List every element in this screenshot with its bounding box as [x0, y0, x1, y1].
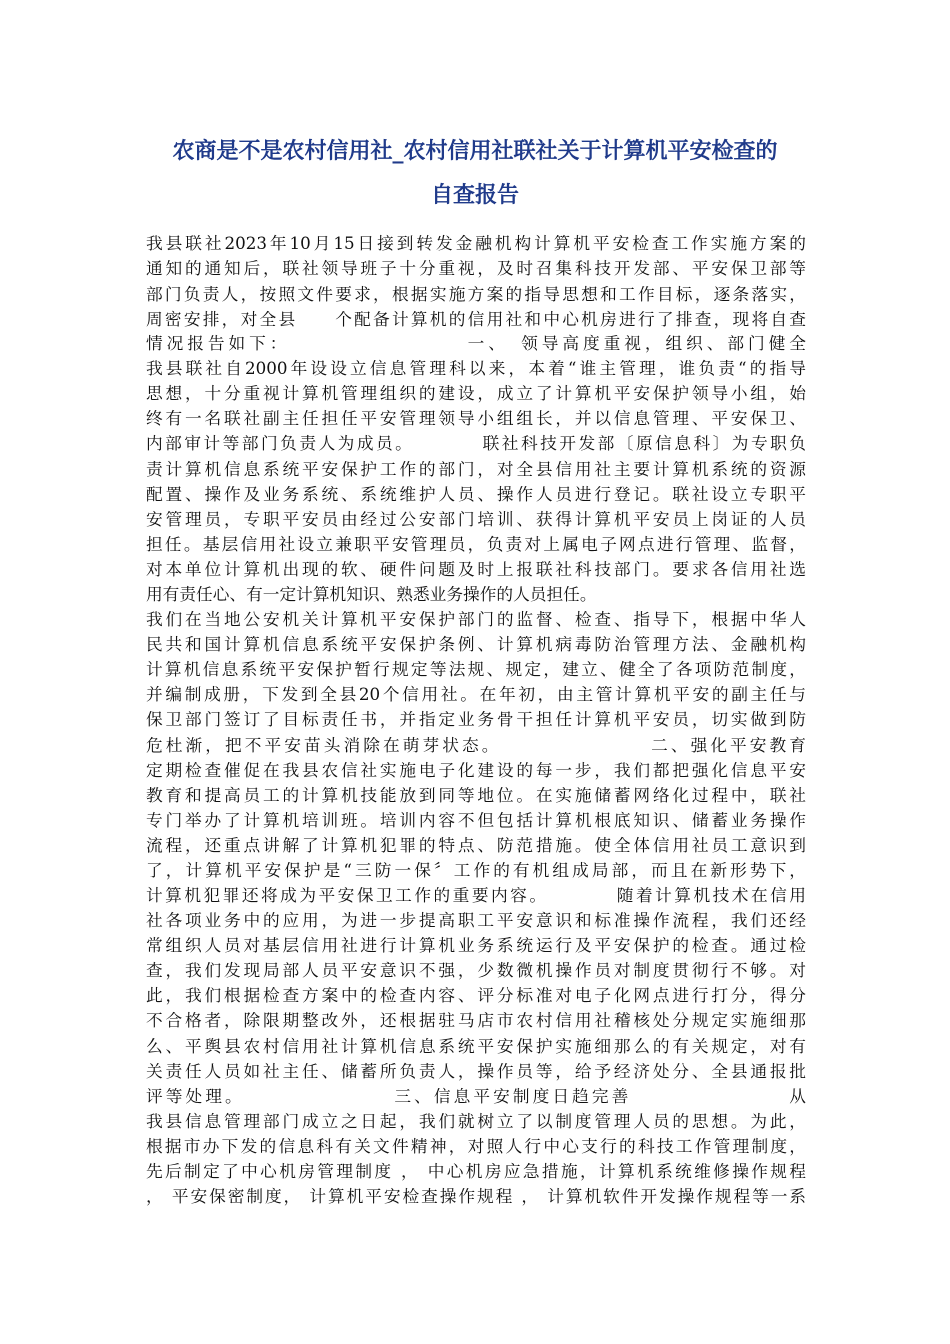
body-line: 查，我们发现局部人员平安意识不强，少数微机操作员对制度贯彻行不够。对 — [146, 960, 806, 980]
body-line: 保卫部门签订了目标责任书，并指定业务骨干担任计算机平安员，切实做到防 — [146, 709, 806, 729]
body-line: 内部审计等部门负责人为成员。 联社科技开发部〔原信息科〕为专职负 — [146, 433, 806, 453]
body-line: 我们在当地公安机关计算机平安保护部门的监督、检查、指导下，根据中华人 — [146, 609, 806, 629]
body-line: 了，计算机平安保护是“三防一保〞工作的有机组成局部，而且在新形势下， — [146, 860, 806, 880]
body-line: 常组织人员对基层信用社进行计算机业务系统运行及平安保护的检查。通过检 — [146, 935, 806, 955]
body-line: 我县信息管理部门成立之日起，我们就树立了以制度管理人员的思想。为此， — [146, 1111, 806, 1131]
body-line: 评等处理。 三、信息平安制度日趋完善 从 — [146, 1086, 806, 1106]
body-line: 对本单位计算机出现的软、硬件问题及时上报联社科技部门。要求各信用社选 — [146, 559, 806, 579]
body-line: 不合格者，除限期整改外，还根据驻马店市农村信用社稽核处分规定实施细那 — [146, 1010, 806, 1030]
body-line: 终有一名联社副主任担任平安管理领导小组组长，并以信息管理、平安保卫、 — [146, 408, 806, 428]
body-line: 通知的通知后，联社领导班子十分重视，及时召集科技开发部、平安保卫部等 — [146, 258, 806, 278]
body-line: 定期检查催促在我县农信社实施电子化建设的每一步，我们都把强化信息平安 — [146, 760, 806, 780]
body-line: ， 平安保密制度， 计算机平安检查操作规程 ， 计算机软件开发操作规程等一系 — [146, 1186, 806, 1206]
body-line: 思想，十分重视计算机管理组织的建设，成立了计算机平安保护领导小组，始 — [146, 383, 806, 403]
body-line: 我县联社2023年10月15日接到转发金融机构计算机平安检查工作实施方案的 — [146, 233, 806, 253]
body-line: 安管理员，专职平安员由经过公安部门培训、获得计算机平安员上岗证的人员 — [146, 509, 806, 529]
body-line: 根据市办下发的信息科有关文件精神，对照人行中心支行的科技工作管理制度， — [146, 1136, 806, 1156]
body-line: 情况报告如下： 一、 领导高度重视，组织、部门健全 — [146, 333, 806, 353]
body-line: 此，我们根据检查方案中的检查内容、评分标准对电子化网点进行打分，得分 — [146, 985, 806, 1005]
body-line: 并编制成册，下发到全县20个信用社。在年初，由主管计算机平安的副主任与 — [146, 684, 806, 704]
body-line: 专门举办了计算机培训班。培训内容不但包括计算机根底知识、储蓄业务操作 — [146, 810, 806, 830]
body-line: 责计算机信息系统平安保护工作的部门，对全县信用社主要计算机系统的资源 — [146, 459, 806, 479]
body-line: 关责任人员如社主任、储蓄所负责人，操作员等，给予经济处分、全县通报批 — [146, 1061, 806, 1081]
body-line: 社各项业务中的应用，为进一步提高职工平安意识和标准操作流程，我们还经 — [146, 910, 806, 930]
body-line: 用有责任心、有一定计算机知识、熟悉业务操作的人员担任。 — [146, 584, 597, 604]
body-line: 计算机信息系统平安保护暂行规定等法规、规定，建立、健全了各项防范制度， — [146, 659, 806, 679]
body-line: 配置、操作及业务系统、系统维护人员、操作人员进行登记。联社设立专职平 — [146, 484, 806, 504]
body-line: 我县联社自2000年设设立信息管理科以来，本着“谁主管理，谁负责“的指导 — [146, 358, 806, 378]
body-line: 部门负责人，按照文件要求，根据实施方案的指导思想和工作目标，逐条落实， — [146, 284, 806, 304]
document-title-line-2: 自查报告 — [430, 183, 519, 208]
body-line: 担任。基层信用社设立兼职平安管理员，负责对上属电子网点进行管理、监督， — [146, 534, 806, 554]
body-line: 流程，还重点讲解了计算机犯罪的特点、防范措施。使全体信用社员工意识到 — [146, 835, 806, 855]
body-line: 危杜渐，把不平安苗头消除在萌芽状态。 二、强化平安教育 — [146, 735, 806, 755]
body-line: 周密安排，对全县 个配备计算机的信用社和中心机房进行了排查，现将自查 — [146, 309, 806, 329]
body-line: 先后制定了中心机房管理制度 ， 中心机房应急措施，计算机系统维修操作规程 — [146, 1161, 806, 1181]
body-line: 民共和国计算机信息系统平安保护条例、计算机病毒防治管理方法、金融机构 — [146, 634, 806, 654]
body-line: 么、平舆县农村信用社计算机信息系统平安保护实施细那么的有关规定，对有 — [146, 1036, 806, 1056]
body-line: 教育和提高员工的计算机技能放到同等地位。在实施储蓄网络化过程中，联社 — [146, 785, 806, 805]
body-line: 计算机犯罪还将成为平安保卫工作的重要内容。 随着计算机技术在信用 — [146, 885, 806, 905]
document-title-line-1: 农商是不是农村信用社_农村信用社联社关于计算机平安检查的 — [172, 139, 778, 164]
